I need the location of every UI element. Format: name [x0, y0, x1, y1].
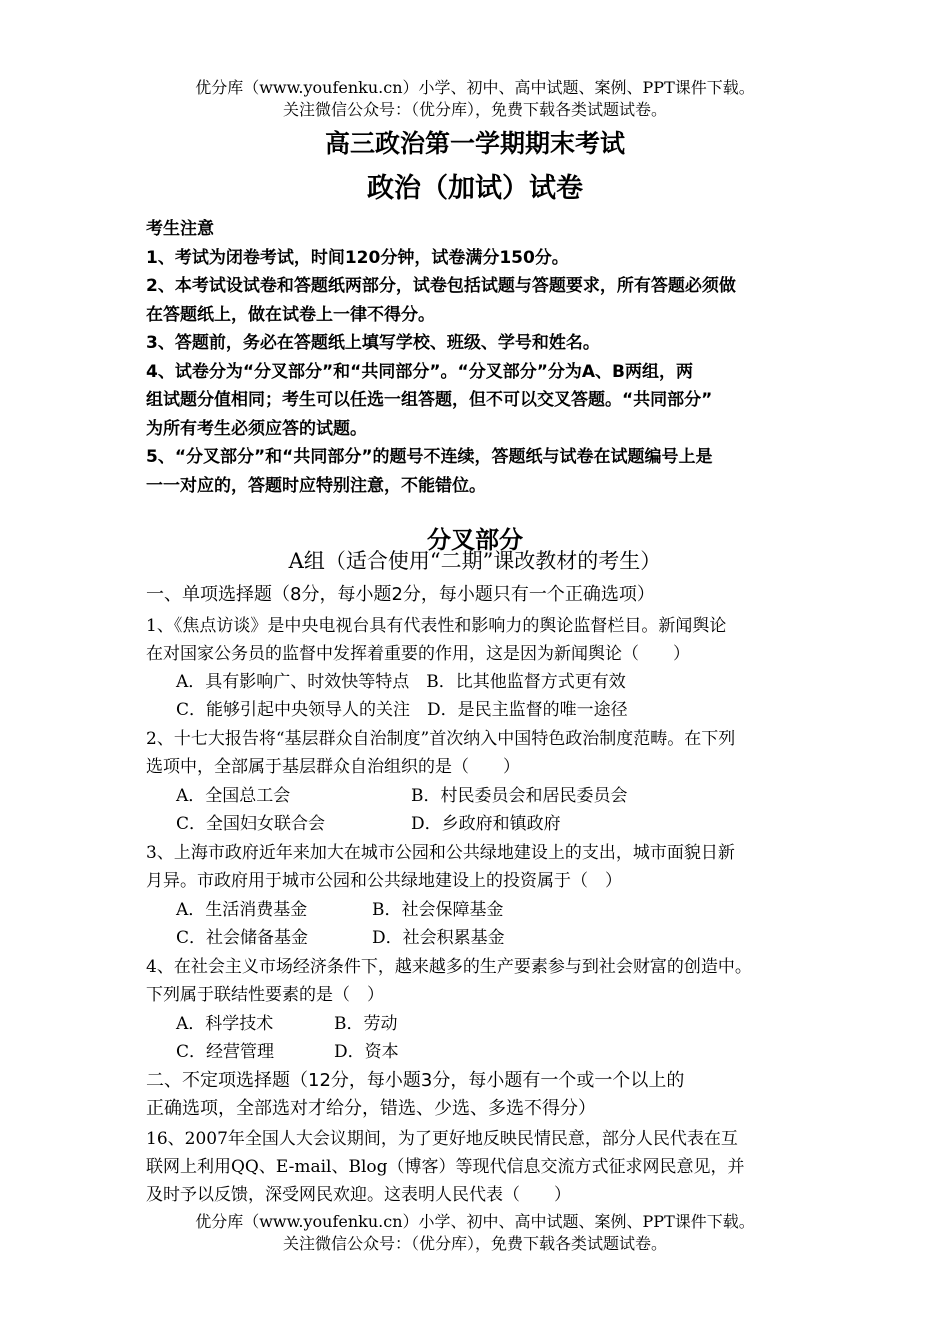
exam-subtitle: 政治（加试）试卷 [367, 173, 583, 204]
notice-heading: 考生注意 [146, 219, 214, 239]
question-stem: 及时予以反馈，深受网民欢迎。这表明人民代表（ ） [146, 1185, 571, 1205]
answer-options-row: A．具有影响广、时效快等特点 B．比其他监督方式更有效 [176, 672, 626, 692]
answer-option-c: C．全国妇女联合会 [176, 814, 326, 834]
question-stem: 3、上海市政府近年来加大在城市公园和公共绿地建设上的支出，城市面貌日新 [146, 843, 735, 863]
answer-option-c: C．社会储备基金 [176, 928, 309, 948]
notice-line: 4、试卷分为“分叉部分”和“共同部分”。“分叉部分”分为A、B两组，两 [146, 362, 693, 382]
answer-option-a: A．科学技术 [176, 1014, 274, 1034]
question-stem: 联网上利用QQ、E-mail、Blog（博客）等现代信息交流方式征求网民意见，并 [146, 1157, 745, 1177]
question-stem: 选项中，全部属于基层群众自治组织的是（ ） [146, 757, 520, 777]
notice-line: 组试题分值相同；考生可以任选一组答题，但不可以交叉答题。“共同部分” [146, 390, 713, 410]
question-stem: 2、十七大报告将“基层群众自治制度”首次纳入中国特色政治制度范畴。在下列 [146, 729, 736, 749]
header-line-2: 关注微信公众号：（优分库），免费下载各类试题试卷。 [282, 100, 667, 119]
answer-options-row: C．能够引起中央领导人的关注 D．是民主监督的唯一途径 [176, 700, 628, 720]
answer-option-d: D．社会积累基金 [372, 928, 505, 948]
notice-line: 为所有考生必须应答的试题。 [146, 419, 367, 439]
answer-option-d: D．乡政府和镇政府 [411, 814, 561, 834]
notice-line: 在答题纸上，做在试卷上一律不得分。 [146, 305, 435, 325]
question-stem: 1、《焦点访谈》是中央电视台具有代表性和影响力的舆论监督栏目。新闻舆论 [146, 616, 727, 636]
notice-line: 1、考试为闭卷考试，时间120分钟，试卷满分150分。 [146, 248, 569, 268]
question-stem: 4、在社会主义市场经济条件下，越来越多的生产要素参与到社会财富的创造中。 [146, 957, 752, 977]
footer-line-2: 关注微信公众号：（优分库），免费下载各类试题试卷。 [282, 1234, 667, 1253]
answer-option-b: B．村民委员会和居民委员会 [411, 786, 628, 806]
exam-title: 高三政治第一学期期末考试 [324, 129, 625, 158]
notice-line: 3、答题前，务必在答题纸上填写学校、班级、学号和姓名。 [146, 333, 600, 353]
answer-option-b: B．劳动 [334, 1014, 398, 1034]
section1-heading: 一、单项选择题（8分，每小题2分，每小题只有一个正确选项） [146, 584, 655, 605]
answer-option-b: B．社会保障基金 [372, 900, 504, 920]
answer-option-c: C．经营管理 [176, 1042, 275, 1062]
question-stem: 16、2007年全国人大会议期间，为了更好地反映民情民意，部分人民代表在互 [146, 1129, 738, 1149]
part-title: 分叉部分 [427, 526, 523, 554]
footer-line-1: 优分库（www.youfenku.cn）小学、初中、高中试题、案例、PPT课件下载。 [195, 1212, 755, 1231]
notice-line: 一一对应的，答题时应特别注意，不能错位。 [146, 476, 486, 496]
section2-heading: 正确选项，全部选对才给分，错选、少选、多选不得分） [146, 1098, 596, 1119]
group-title: A组（适合使用“二期”课改教材的考生） [288, 549, 662, 573]
answer-option-a: A．生活消费基金 [176, 900, 308, 920]
header-line-1: 优分库（www.youfenku.cn）小学、初中、高中试题、案例、PPT课件下载。 [195, 78, 755, 97]
section2-heading: 二、不定项选择题（12分，每小题3分，每小题有一个或一个以上的 [146, 1070, 685, 1091]
notice-line: 2、本考试设试卷和答题纸两部分，试卷包括试题与答题要求，所有答题必须做 [146, 276, 736, 296]
answer-option-a: A．全国总工会 [176, 786, 291, 806]
question-stem: 在对国家公务员的监督中发挥着重要的作用，这是因为新闻舆论（ ） [146, 644, 690, 664]
notice-line: 5、“分叉部分”和“共同部分”的题号不连续，答题纸与试卷在试题编号上是 [146, 447, 713, 467]
answer-option-d: D．资本 [334, 1042, 399, 1062]
question-stem: 月异。市政府用于城市公园和公共绿地建设上的投资属于（ ） [146, 871, 622, 891]
question-stem: 下列属于联结性要素的是（ ） [146, 985, 384, 1005]
